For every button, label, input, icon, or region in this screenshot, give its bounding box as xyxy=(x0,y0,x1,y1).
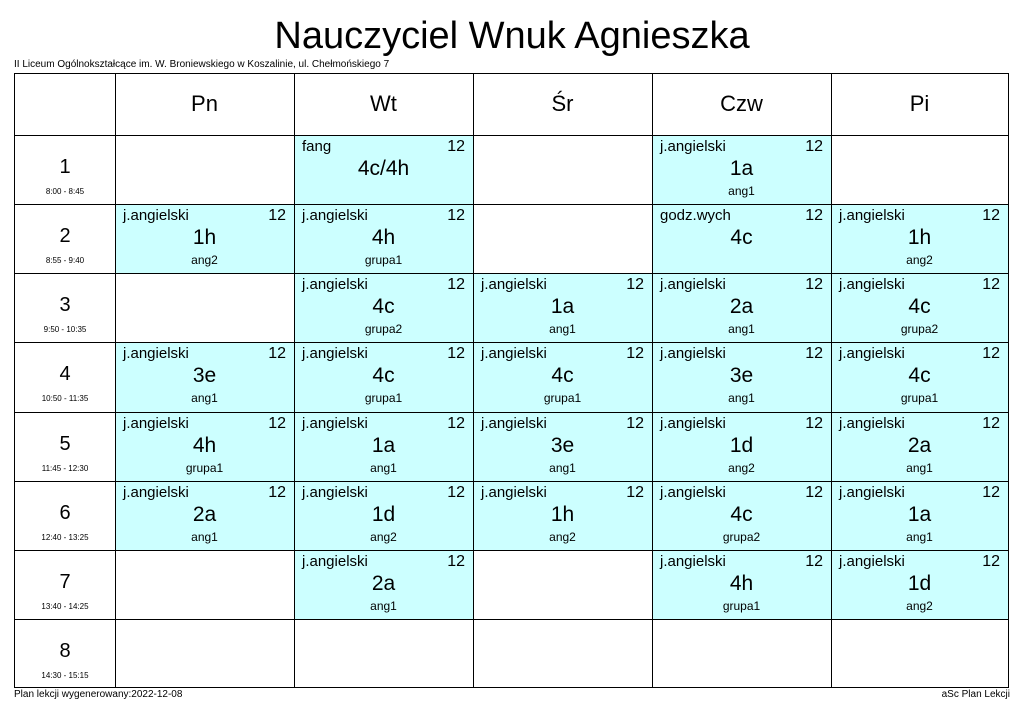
lesson-cell xyxy=(115,412,294,481)
lesson-room: 12 xyxy=(982,415,1000,432)
lesson-subject: j.angielski xyxy=(481,276,547,293)
grid-row-line xyxy=(15,481,1008,482)
period-number: 7 xyxy=(59,571,71,593)
lesson-group: ang1 xyxy=(191,391,218,405)
lesson-group: ang1 xyxy=(370,599,397,613)
lesson-class: 3e xyxy=(729,364,754,387)
lesson-class: 4c/4h xyxy=(357,157,410,180)
lesson-room: 12 xyxy=(805,345,823,362)
lesson-cell xyxy=(652,273,831,342)
lesson-subject: j.angielski xyxy=(302,207,368,224)
lesson-group: ang1 xyxy=(728,322,755,336)
lesson-class: 2a xyxy=(729,295,754,318)
grid-row-line xyxy=(15,342,1008,343)
lesson-cell xyxy=(473,273,652,342)
lesson-group: grupa1 xyxy=(722,599,761,613)
period-number: 1 xyxy=(59,156,71,178)
grid-row-line xyxy=(15,273,1008,274)
day-header: Pi xyxy=(909,91,930,116)
lesson-cell xyxy=(831,273,1008,342)
lesson-cell xyxy=(652,481,831,550)
grid-column-line xyxy=(473,74,474,687)
period-label xyxy=(15,204,115,273)
lesson-class: 4h xyxy=(371,226,396,249)
lesson-cell xyxy=(115,481,294,550)
lesson-cell xyxy=(115,342,294,412)
lesson-class: 3e xyxy=(550,434,575,457)
grid-column-line xyxy=(294,74,295,687)
period-time: 11:45 - 12:30 xyxy=(41,464,89,473)
lesson-cell xyxy=(831,481,1008,550)
lesson-group: grupa1 xyxy=(364,391,403,405)
lesson-group: ang2 xyxy=(549,530,576,544)
period-label xyxy=(15,412,115,481)
lesson-group: ang2 xyxy=(906,253,933,267)
lesson-cell xyxy=(831,550,1008,619)
lesson-subject: j.angielski xyxy=(302,345,368,362)
lesson-room: 12 xyxy=(805,484,823,501)
lesson-subject: j.angielski xyxy=(481,345,547,362)
lesson-group: ang1 xyxy=(728,391,755,405)
period-number: 8 xyxy=(59,640,71,662)
grid-row-line xyxy=(15,204,1008,205)
lesson-class: 1a xyxy=(371,434,396,457)
grid-column-line xyxy=(115,74,116,687)
lesson-room: 12 xyxy=(982,207,1000,224)
day-header: Wt xyxy=(370,91,397,116)
lesson-group: ang1 xyxy=(549,461,576,475)
lesson-subject: j.angielski xyxy=(660,415,726,432)
lesson-group: grupa1 xyxy=(185,461,224,475)
lesson-subject: j.angielski xyxy=(660,276,726,293)
period-time: 14:30 - 15:15 xyxy=(41,671,89,680)
lesson-subject: j.angielski xyxy=(481,415,547,432)
lesson-room: 12 xyxy=(982,276,1000,293)
lesson-subject: j.angielski xyxy=(302,415,368,432)
lesson-group: ang1 xyxy=(906,461,933,475)
lesson-class: 1d xyxy=(729,434,754,457)
lesson-room: 12 xyxy=(805,207,823,224)
lesson-class: 2a xyxy=(192,503,217,526)
lesson-class: 4c xyxy=(730,503,753,526)
lesson-subject: j.angielski xyxy=(123,484,189,501)
lesson-cell xyxy=(473,342,652,412)
lesson-class: 4c xyxy=(908,364,931,387)
lesson-cell xyxy=(294,342,473,412)
lesson-subject: godz.wych xyxy=(660,207,731,224)
lesson-group: ang1 xyxy=(370,461,397,475)
lesson-cell xyxy=(652,135,831,204)
period-label xyxy=(15,619,115,687)
lesson-subject: j.angielski xyxy=(481,484,547,501)
lesson-subject: j.angielski xyxy=(839,415,905,432)
lesson-subject: j.angielski xyxy=(302,276,368,293)
lesson-room: 12 xyxy=(268,345,286,362)
lesson-room: 12 xyxy=(447,207,465,224)
lesson-subject: j.angielski xyxy=(839,207,905,224)
lesson-group: grupa2 xyxy=(364,322,403,336)
lesson-cell xyxy=(473,412,652,481)
lesson-class: 2a xyxy=(371,572,396,595)
lesson-room: 12 xyxy=(626,484,644,501)
lesson-room: 12 xyxy=(982,553,1000,570)
lesson-group: ang2 xyxy=(191,253,218,267)
lesson-class: 3e xyxy=(192,364,217,387)
period-number: 4 xyxy=(59,363,71,385)
lesson-cell xyxy=(831,204,1008,273)
period-time: 13:40 - 14:25 xyxy=(41,602,89,611)
lesson-cell xyxy=(652,204,831,273)
lesson-subject: j.angielski xyxy=(839,553,905,570)
lesson-class: 1h xyxy=(907,226,932,249)
lesson-cell xyxy=(831,412,1008,481)
lesson-subject: j.angielski xyxy=(123,415,189,432)
lesson-group: ang1 xyxy=(549,322,576,336)
page-title: Nauczyciel Wnuk Agnieszka xyxy=(274,15,750,57)
period-label xyxy=(15,342,115,412)
lesson-room: 12 xyxy=(268,207,286,224)
lesson-cell xyxy=(294,412,473,481)
period-number: 3 xyxy=(59,294,71,316)
school-name: II Liceum Ogólnokształcące im. W. Broniewskiego w Koszalinie, ul. Chełmońskiego 7 xyxy=(14,59,390,70)
lesson-class: 4c xyxy=(908,295,931,318)
lesson-class: 4h xyxy=(729,572,754,595)
lesson-room: 12 xyxy=(447,138,465,155)
lesson-subject: j.angielski xyxy=(660,138,726,155)
lesson-group: ang1 xyxy=(191,530,218,544)
lesson-room: 12 xyxy=(268,484,286,501)
lesson-room: 12 xyxy=(447,484,465,501)
lesson-class: 4c xyxy=(551,364,574,387)
lesson-class: 4c xyxy=(730,226,753,249)
lesson-cell xyxy=(831,342,1008,412)
lesson-class: 1a xyxy=(550,295,575,318)
period-time: 9:50 - 10:35 xyxy=(43,325,87,334)
lesson-room: 12 xyxy=(805,138,823,155)
lesson-cell xyxy=(294,135,473,204)
generated-date: Plan lekcji wygenerowany:2022-12-08 xyxy=(14,689,183,700)
grid-row-line xyxy=(15,412,1008,413)
lesson-room: 12 xyxy=(447,553,465,570)
lesson-group: ang2 xyxy=(728,461,755,475)
lesson-class: 4c xyxy=(372,295,395,318)
lesson-subject: j.angielski xyxy=(123,345,189,362)
lesson-cell xyxy=(652,342,831,412)
lesson-cell xyxy=(473,481,652,550)
lesson-class: 1d xyxy=(907,572,932,595)
lesson-group: grupa1 xyxy=(543,391,582,405)
lesson-room: 12 xyxy=(982,345,1000,362)
lesson-room: 12 xyxy=(805,276,823,293)
lesson-subject: j.angielski xyxy=(302,484,368,501)
period-time: 10:50 - 11:35 xyxy=(41,394,89,403)
lesson-class: 4c xyxy=(372,364,395,387)
lesson-subject: j.angielski xyxy=(660,484,726,501)
lesson-room: 12 xyxy=(626,415,644,432)
lesson-room: 12 xyxy=(982,484,1000,501)
lesson-cell xyxy=(294,481,473,550)
lesson-group: ang2 xyxy=(906,599,933,613)
lesson-subject: j.angielski xyxy=(123,207,189,224)
day-header: Czw xyxy=(720,91,763,116)
lesson-cell xyxy=(294,273,473,342)
period-number: 2 xyxy=(59,225,71,247)
period-label xyxy=(15,481,115,550)
lesson-room: 12 xyxy=(447,345,465,362)
lesson-subject: fang xyxy=(302,138,332,155)
lesson-class: 1h xyxy=(550,503,575,526)
lesson-subject: j.angielski xyxy=(839,484,905,501)
lesson-group: grupa2 xyxy=(900,322,939,336)
timetable-grid xyxy=(14,73,1009,688)
lesson-group: grupa2 xyxy=(722,530,761,544)
period-time: 8:55 - 9:40 xyxy=(45,256,85,265)
software-name: aSc Plan Lekcji xyxy=(941,689,1010,700)
lesson-room: 12 xyxy=(268,415,286,432)
lesson-class: 4h xyxy=(192,434,217,457)
lesson-group: grupa1 xyxy=(364,253,403,267)
lesson-subject: j.angielski xyxy=(660,345,726,362)
lesson-cell xyxy=(115,204,294,273)
lesson-class: 1a xyxy=(729,157,754,180)
period-label xyxy=(15,273,115,342)
period-label xyxy=(15,135,115,204)
lesson-group: ang1 xyxy=(728,184,755,198)
lesson-subject: j.angielski xyxy=(839,345,905,362)
lesson-cell xyxy=(294,204,473,273)
lesson-class: 1a xyxy=(907,503,932,526)
grid-row-line xyxy=(15,550,1008,551)
lesson-cell xyxy=(652,412,831,481)
lesson-cell xyxy=(294,550,473,619)
lesson-subject: j.angielski xyxy=(839,276,905,293)
lesson-group: ang2 xyxy=(370,530,397,544)
period-number: 5 xyxy=(59,433,71,455)
grid-row-line xyxy=(15,135,1008,136)
lesson-subject: j.angielski xyxy=(302,553,368,570)
lesson-room: 12 xyxy=(447,415,465,432)
lesson-class: 1d xyxy=(371,503,396,526)
day-header: Pn xyxy=(191,91,218,116)
grid-row-line xyxy=(15,619,1008,620)
lesson-room: 12 xyxy=(447,276,465,293)
period-time: 8:00 - 8:45 xyxy=(45,187,85,196)
lesson-subject: j.angielski xyxy=(660,553,726,570)
day-header: Śr xyxy=(551,91,574,116)
lesson-room: 12 xyxy=(626,345,644,362)
lesson-group: grupa1 xyxy=(900,391,939,405)
grid-column-line xyxy=(652,74,653,687)
lesson-class: 1h xyxy=(192,226,217,249)
lesson-room: 12 xyxy=(626,276,644,293)
lesson-room: 12 xyxy=(805,415,823,432)
lesson-cell xyxy=(652,550,831,619)
lesson-group: ang1 xyxy=(906,530,933,544)
period-time: 12:40 - 13:25 xyxy=(41,533,89,542)
period-label xyxy=(15,550,115,619)
grid-column-line xyxy=(831,74,832,687)
lesson-class: 2a xyxy=(907,434,932,457)
period-number: 6 xyxy=(59,502,71,524)
lesson-room: 12 xyxy=(805,553,823,570)
